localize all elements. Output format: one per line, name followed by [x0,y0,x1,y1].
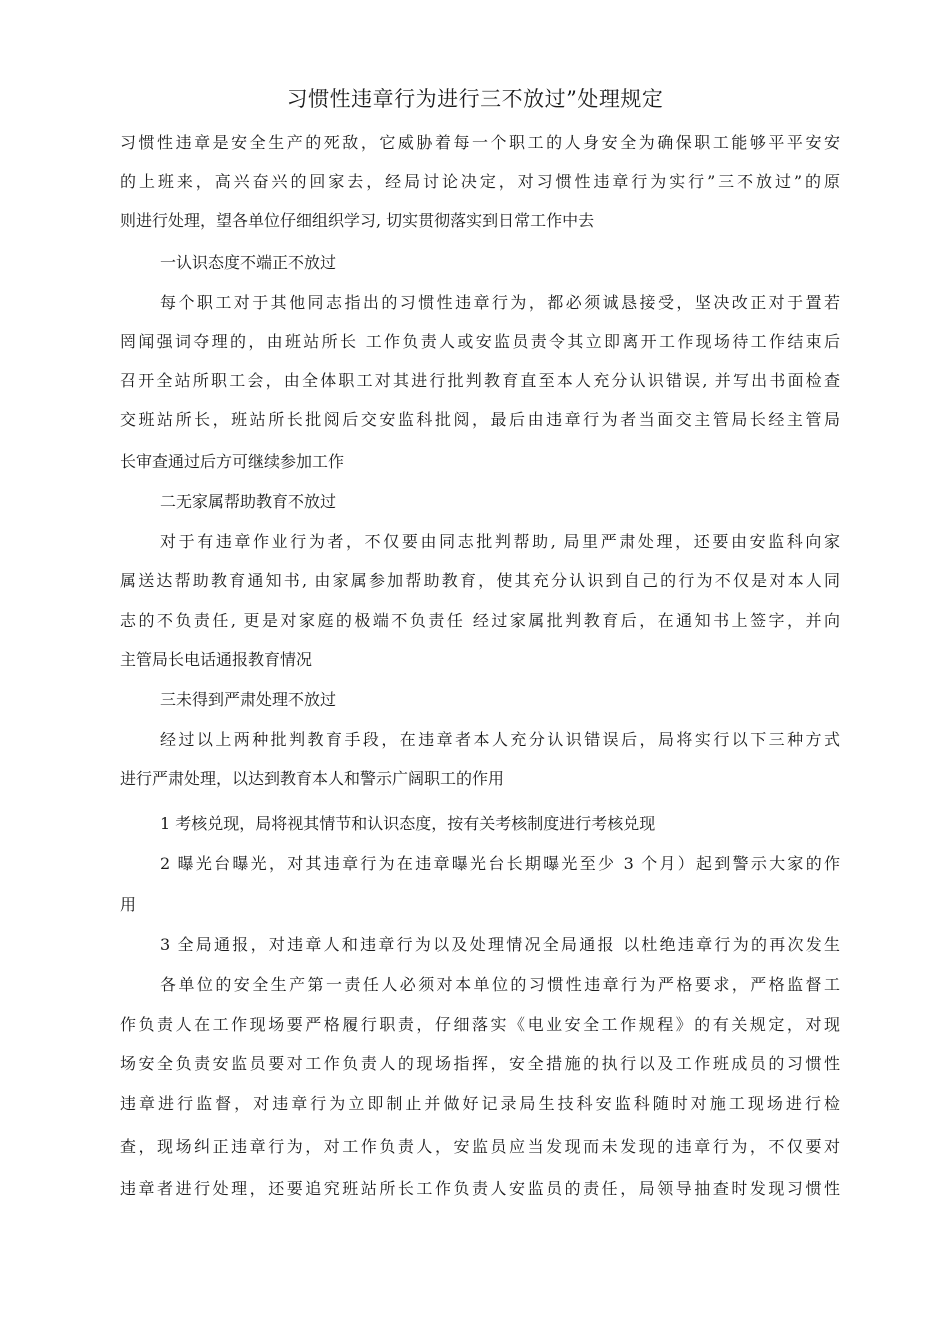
text-line: 用 [120,895,137,914]
text-line: 长审查通过后方可继续参加工作 [120,452,345,471]
text-line: 交班站所长，班站所长批阅后交安监科批阅，最后由违章行为者当面交主管局长经主管局 [120,410,840,429]
text-line: 主管局长电话通报教育情况 [120,650,313,669]
text-line: 作负责人在工作现场要严格履行职责，仔细落实《电业安全工作规程》的有关规定，对现 [120,1015,840,1034]
document-title: 习惯性违章行为进行三不放过”处理规定 [286,87,664,111]
list-item: 1 考核兑现，局将视其情节和认识态度，按有关考核制度进行考核兑现 [160,814,656,833]
text-line: 对于有违章作业行为者，不仅要由同志批判帮助, 局里严肃处理，还要由安监科向家 [160,532,840,551]
text-line: 召开全站所职工会，由全体职工对其进行批判教育直至本人充分认识错误, 并写出书面检查 [120,371,840,390]
text-line: 查，现场纠正违章行为，对工作负责人，安监员应当发现而未发现的违章行为，不仅要对 [120,1137,840,1156]
list-item: 3 全局通报，对违章人和违章行为以及处理情况全局通报 以杜绝违章行为的再次发生 [160,935,840,954]
text-line: 进行严肃处理，以达到教育本人和警示广阔职工的作用 [120,769,505,788]
text-line: 各单位的安全生产第一责任人必须对本单位的习惯性违章行为严格要求，严格监督工 [160,975,840,994]
text-line: 违章者进行处理，还要追究班站所长工作负责人安监员的责任，局领导抽查时发现习惯性 [120,1179,840,1198]
text-line: 习惯性违章是安全生产的死敌，它威胁着每一个职工的人身安全为确保职工能够平平安安 [120,133,840,152]
text-line: 场安全负责安监员要对工作负责人的现场指挥，安全措施的执行以及工作班成员的习惯性 [120,1054,840,1073]
section-heading: 三未得到严肃处理不放过 [160,690,337,709]
text-line: 罔闻强词夺理的，由班站所长 工作负责人或安监员责令其立即离开工作现场待工作结束后 [120,332,840,351]
text-line: 经过以上两种批判教育手段，在违章者本人充分认识错误后，局将实行以下三种方式 [160,730,840,749]
list-item: 2 曝光台曝光，对其违章行为在违章曝光台长期曝光至少 3 个月）起到警示大家的作 [160,854,840,873]
text-line: 违章进行监督，对违章行为立即制止并做好记录局生技科安监科随时对施工现场进行检 [120,1094,840,1113]
text-line: 的上班来，高兴奋兴的回家去，经局讨论决定，对习惯性违章行为实行”三不放过”的原 [120,172,840,191]
section-heading: 二无家属帮助教育不放过 [160,492,337,511]
text-line: 每个职工对于其他同志指出的习惯性违章行为，都必须诚恳接受，坚决改正对于置若 [160,293,840,312]
section-heading: 一认识态度不端正不放过 [160,253,337,272]
text-line: 属送达帮助教育通知书, 由家属参加帮助教育，使其充分认识到自己的行为不仅是对本人同 [120,571,840,590]
text-line: 则进行处理，望各单位仔细组织学习, 切实贯彻落实到日常工作中去 [120,211,595,230]
text-line: 志的不负责任, 更是对家庭的极端不负责任 经过家属批判教育后，在通知书上签字，并向 [120,611,840,630]
